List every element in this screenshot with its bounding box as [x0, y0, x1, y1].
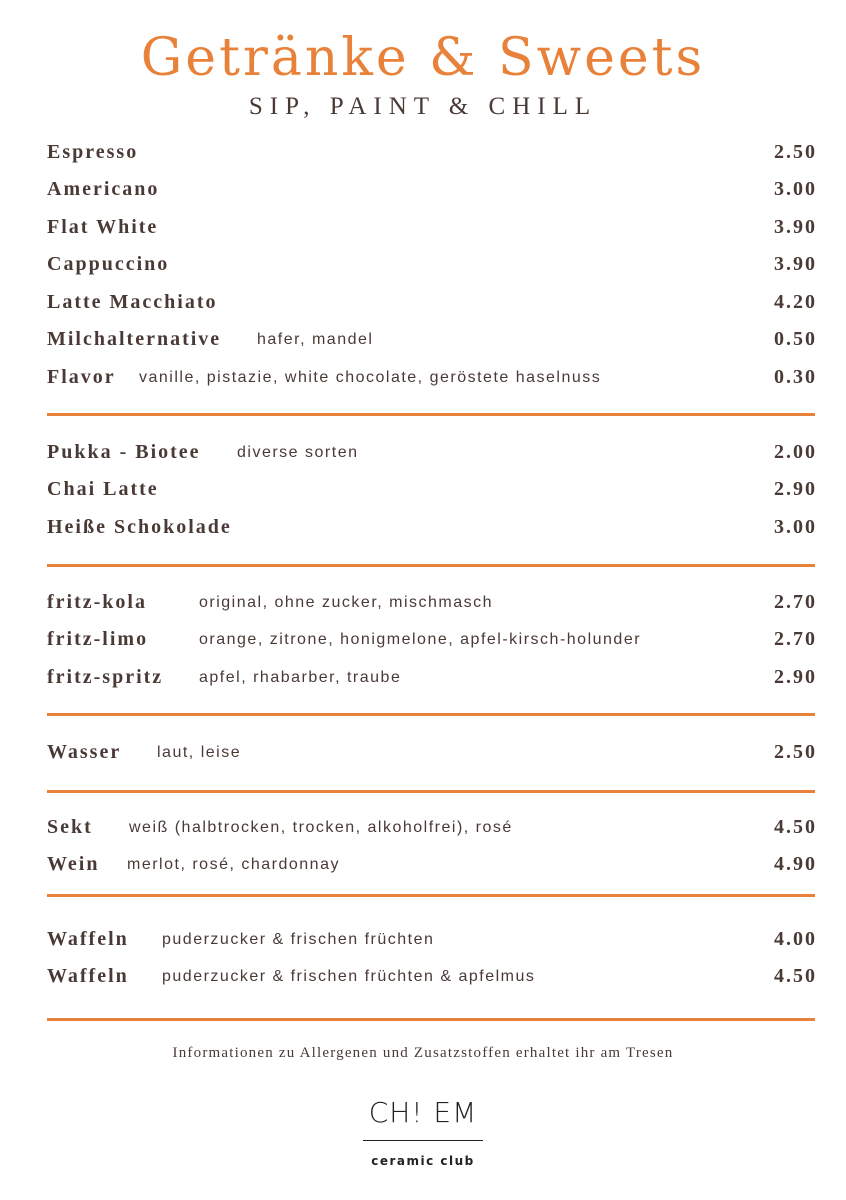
- item-description: orange, zitrone, honigmelone, apfel-kirsch-holunder: [199, 631, 642, 648]
- item-price: 4.00: [774, 928, 817, 950]
- menu-subtitle: SIP, PAINT & CHILL: [248, 93, 598, 120]
- item-name: Waffeln: [47, 965, 129, 987]
- item-name: Wein: [47, 853, 100, 875]
- menu-title: Getränke & Sweets: [140, 28, 706, 88]
- menu-item: [47, 141, 817, 171]
- menu-item: [47, 178, 817, 208]
- item-price: 2.50: [774, 741, 817, 763]
- item-price: 2.90: [774, 478, 817, 500]
- item-description: vanille, pistazie, white chocolate, geröstete haselnuss: [139, 369, 602, 386]
- item-name: fritz-spritz: [47, 666, 164, 688]
- menu-item: [47, 216, 817, 246]
- menu-item: [47, 253, 817, 283]
- logo-underline: [363, 1140, 483, 1141]
- brand-tagline: ceramic club: [371, 1154, 475, 1168]
- item-name: Milchalternative: [47, 328, 222, 350]
- item-price: 0.30: [774, 366, 817, 388]
- item-name: Waffeln: [47, 928, 129, 950]
- item-name: Chai Latte: [47, 478, 159, 500]
- menu-item: [47, 928, 817, 958]
- menu-item: [47, 441, 817, 471]
- item-price: 4.50: [774, 965, 817, 987]
- item-price: 2.70: [774, 591, 817, 613]
- item-price: 3.90: [774, 216, 817, 238]
- item-name: Sekt: [47, 816, 93, 838]
- allergen-note: Informationen zu Allergenen und Zusatzstoffen erhaltet ihr am Tresen: [172, 1045, 674, 1061]
- item-description: merlot, rosé, chardonnay: [127, 856, 340, 873]
- item-price: 3.00: [774, 178, 817, 200]
- item-price: 3.00: [774, 516, 817, 538]
- item-price: 4.20: [774, 291, 817, 313]
- menu-item: [47, 328, 817, 358]
- item-name: fritz-limo: [47, 628, 149, 650]
- item-price: 3.90: [774, 253, 817, 275]
- item-price: 2.90: [774, 666, 817, 688]
- section-divider: [47, 713, 815, 716]
- item-price: 2.50: [774, 141, 817, 163]
- item-description: weiß (halbtrocken, trocken, alkoholfrei), rosé: [129, 819, 513, 836]
- item-description: original, ohne zucker, mischmasch: [199, 594, 494, 611]
- item-price: 4.50: [774, 816, 817, 838]
- item-description: hafer, mandel: [257, 331, 374, 348]
- item-name: Pukka - Biotee: [47, 441, 201, 463]
- item-price: 2.00: [774, 441, 817, 463]
- item-description: puderzucker & frischen früchten: [162, 931, 435, 948]
- item-price: 2.70: [774, 628, 817, 650]
- menu-item: [47, 628, 817, 658]
- section-divider: [47, 564, 815, 567]
- item-description: puderzucker & frischen früchten & apfelmus: [162, 968, 536, 985]
- menu-item: [47, 965, 817, 995]
- item-name: Americano: [47, 178, 160, 200]
- item-name: fritz-kola: [47, 591, 147, 613]
- item-price: 4.90: [774, 853, 817, 875]
- item-description: diverse sorten: [237, 444, 359, 461]
- menu-item: [47, 853, 817, 883]
- item-name: Heiße Schokolade: [47, 516, 232, 538]
- menu-item: [47, 816, 817, 846]
- menu-item: [47, 666, 817, 696]
- item-name: Latte Macchiato: [47, 291, 218, 313]
- item-description: apfel, rhabarber, traube: [199, 669, 402, 686]
- section-divider: [47, 413, 815, 416]
- menu-item: [47, 478, 817, 508]
- section-divider: [47, 790, 815, 793]
- menu-item: [47, 591, 817, 621]
- menu-item: [47, 291, 817, 321]
- item-price: 0.50: [774, 328, 817, 350]
- menu-item: [47, 366, 817, 396]
- section-divider: [47, 1018, 815, 1021]
- item-name: Wasser: [47, 741, 122, 763]
- section-divider: [47, 894, 815, 897]
- menu-item: [47, 516, 817, 546]
- item-description: laut, leise: [157, 744, 242, 761]
- item-name: Cappuccino: [47, 253, 170, 275]
- item-name: Flavor: [47, 366, 116, 388]
- item-name: Espresso: [47, 141, 139, 163]
- brand-logo: CH! EM: [368, 1096, 478, 1129]
- menu-item: [47, 741, 817, 771]
- item-name: Flat White: [47, 216, 159, 238]
